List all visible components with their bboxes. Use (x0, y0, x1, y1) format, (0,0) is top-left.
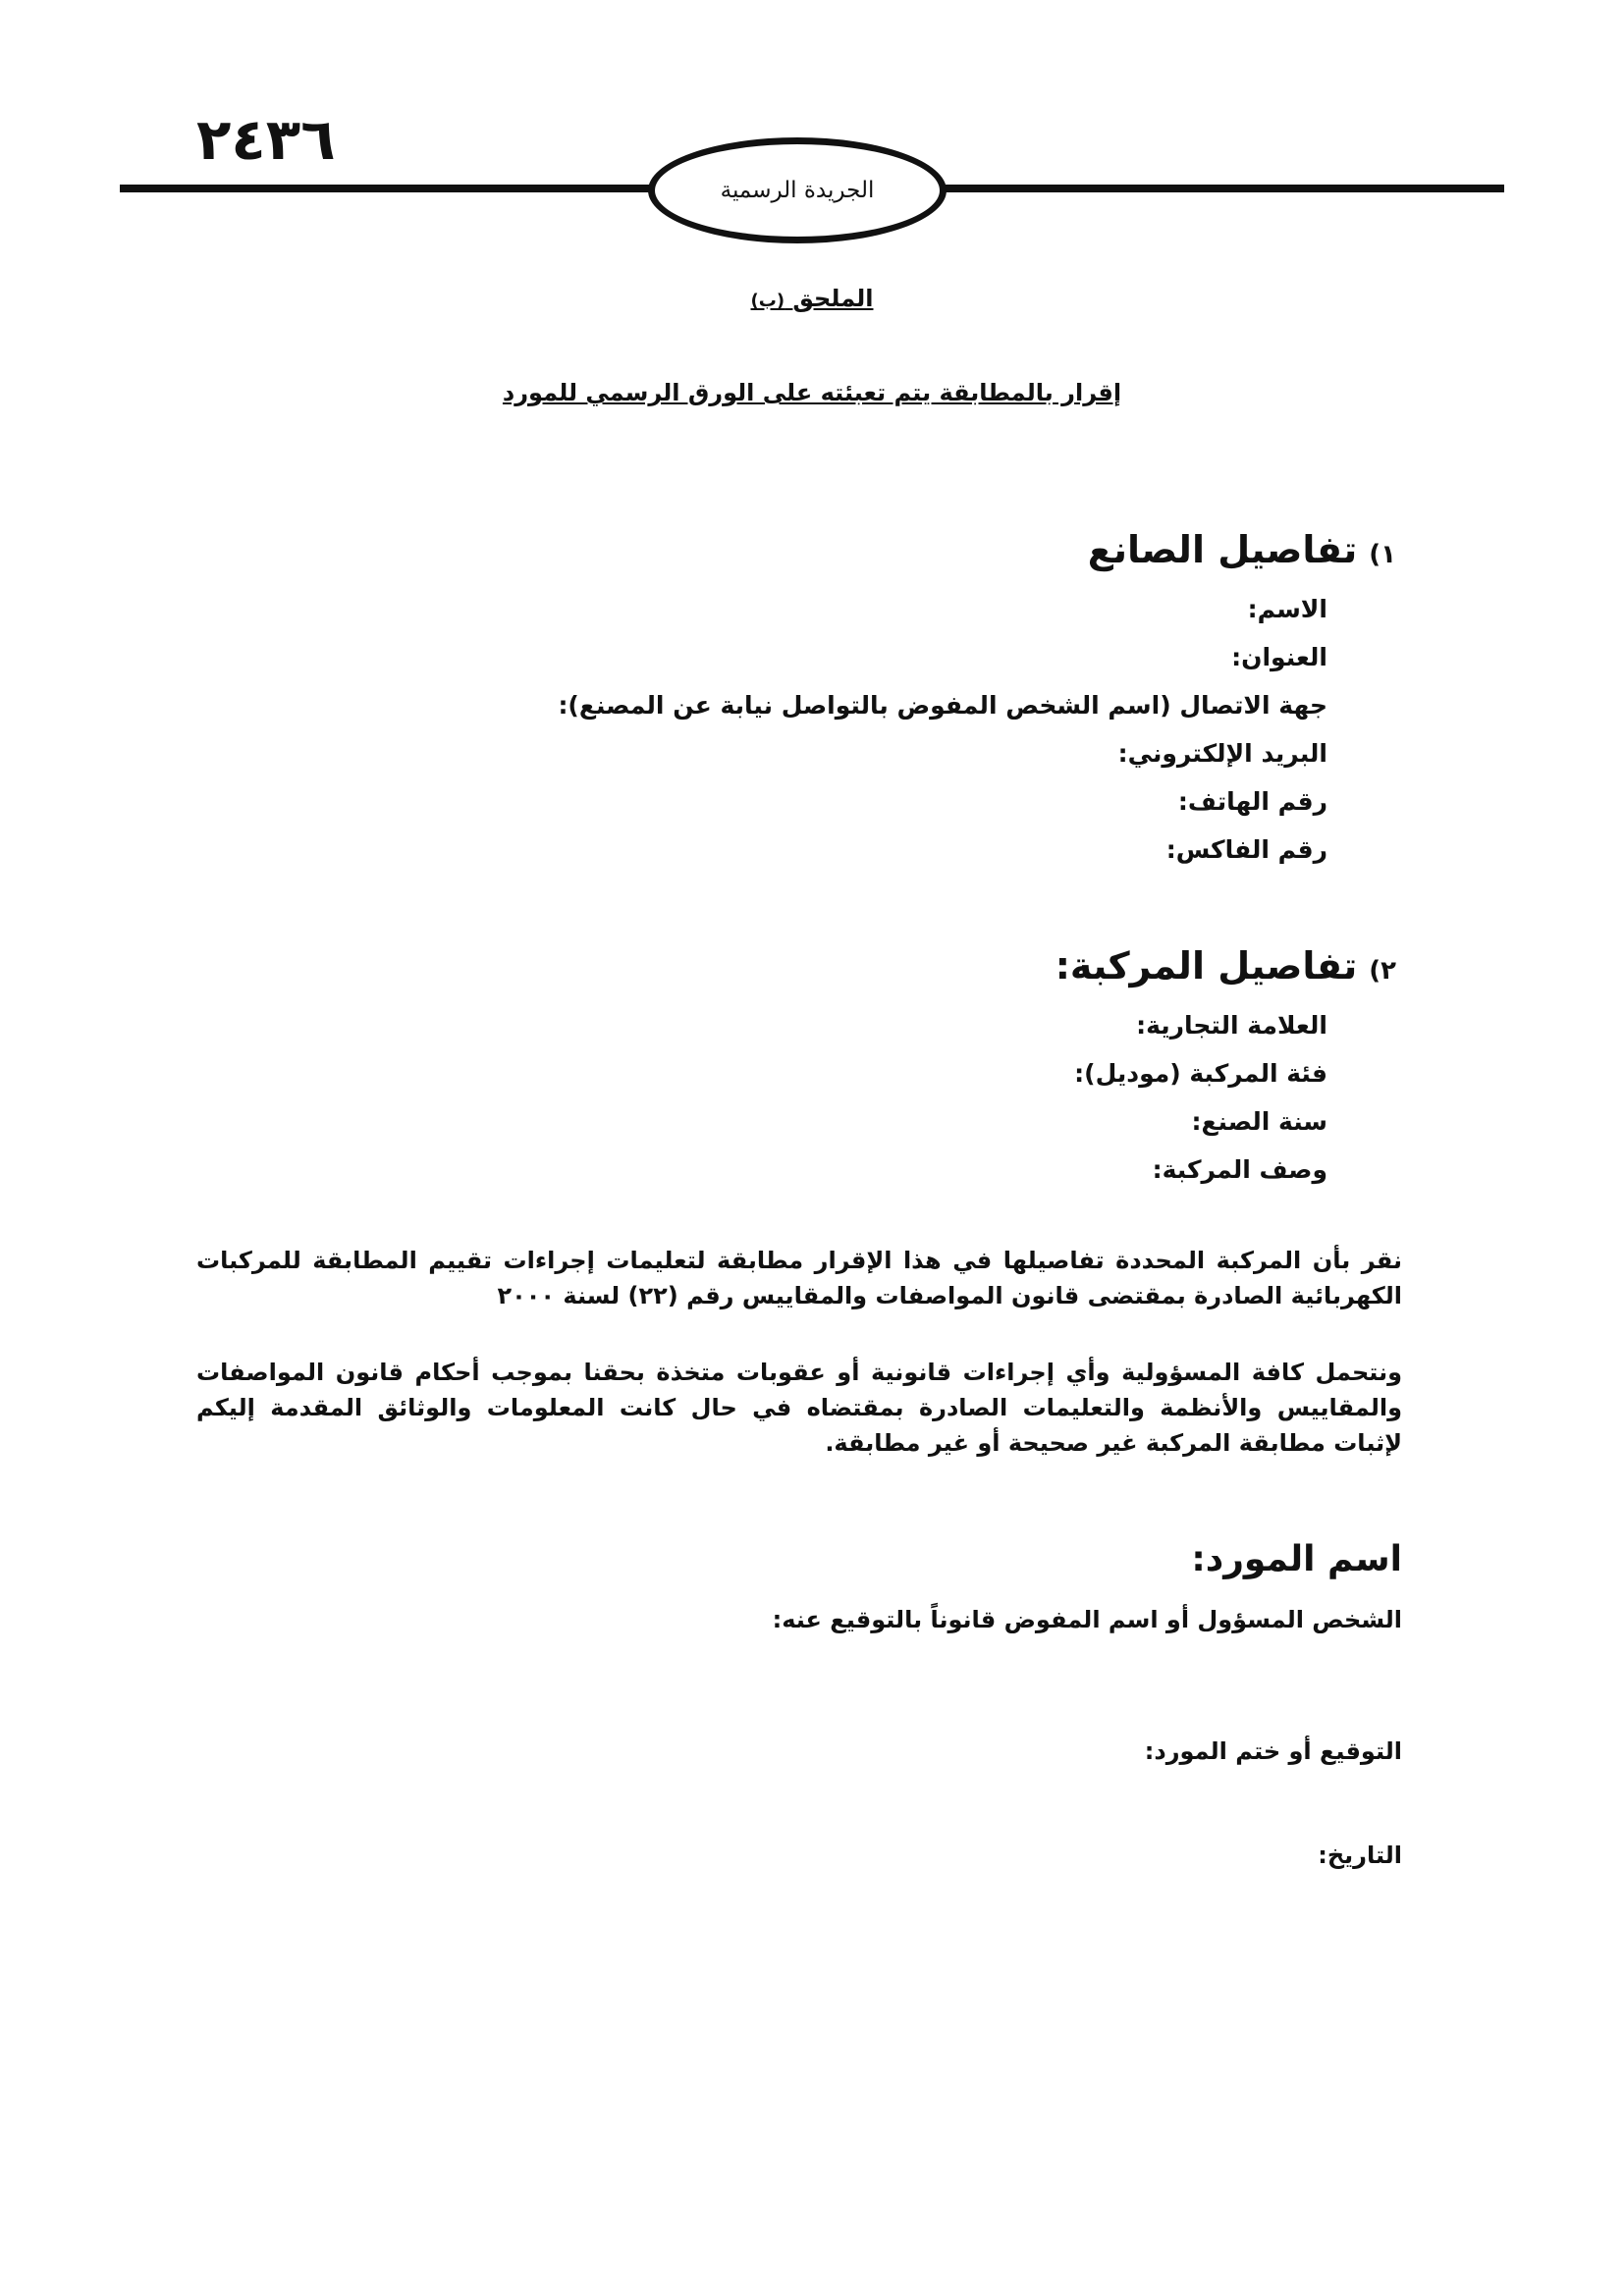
field-name: الاسم: (1247, 595, 1327, 623)
section-heading-manufacturer (1088, 528, 1396, 571)
section-title: تفاصيل المركبة: (1055, 944, 1358, 988)
declaration-title: إقرار بالمطابقة يتم تعبئته على الورق الرسمي للمورد (502, 379, 1122, 406)
masthead-title: الجريدة الرسمية (720, 178, 875, 203)
section-heading-vehicle (1056, 944, 1396, 988)
section-number: ٢) (1369, 956, 1396, 986)
annex-letter: (ب) (750, 291, 785, 311)
annex-label: الملحق (792, 285, 874, 312)
liability-paragraph: ونتحمل كافة المسؤولية وأي إجراءات قانونية أو عقوبات متخذة بحقنا بموجب أحكام قانون المواصفات والمقاييس والأنظمة والتعليمات الصادرة بمقتضاه في حال كانت المعلومات والوثائق المقدمة إليكم لإثبات مطابقة المركبة غير صحيحة أو غير مطابقة. (196, 1359, 1402, 1457)
field-phone: رقم الهاتف: (1177, 787, 1327, 816)
field-model: فئة المركبة (موديل): (1074, 1059, 1327, 1088)
field-description: وصف المركبة: (1152, 1155, 1327, 1184)
date-field: التاريخ: (1318, 1842, 1402, 1869)
supplier-heading: اسم المورد: (1191, 1539, 1402, 1579)
section-title: تفاصيل الصانع (1087, 528, 1358, 571)
annex-title (0, 285, 1624, 312)
manufacturer-fields (558, 585, 1327, 874)
field-address: العنوان: (1231, 643, 1327, 671)
conformity-paragraph: نقر بأن المركبة المحددة تفاصيلها في هذا الإقرار مطابقة لتعليمات إجراءات تقييم المطابقة للمركبات الكهربائية الصادرة بمقتضى قانون المواصفات والمقاييس رقم (٢٢) لسنة ٢٠٠٠ (196, 1247, 1402, 1309)
field-contact: جهة الاتصال (اسم الشخص المفوض بالتواصل نيابة عن المصنع): (558, 691, 1327, 720)
vehicle-fields (1074, 1001, 1327, 1194)
page-number: ٢٤٣٦ (196, 106, 336, 173)
masthead-rule-right (945, 185, 1504, 192)
masthead-oval (648, 137, 947, 243)
field-email: البريد الإلكتروني: (1117, 739, 1327, 768)
masthead-rule-left (120, 185, 650, 192)
field-fax: رقم الفاكس: (1165, 835, 1327, 864)
field-year: سنة الصنع: (1191, 1107, 1327, 1136)
section-number: ١) (1369, 540, 1396, 569)
signature-field: التوقيع أو ختم المورد: (1144, 1737, 1402, 1765)
field-brand: العلامة التجارية: (1136, 1011, 1327, 1040)
responsible-person-field: الشخص المسؤول أو اسم المفوض قانوناً بالتوقيع عنه: (772, 1606, 1402, 1633)
